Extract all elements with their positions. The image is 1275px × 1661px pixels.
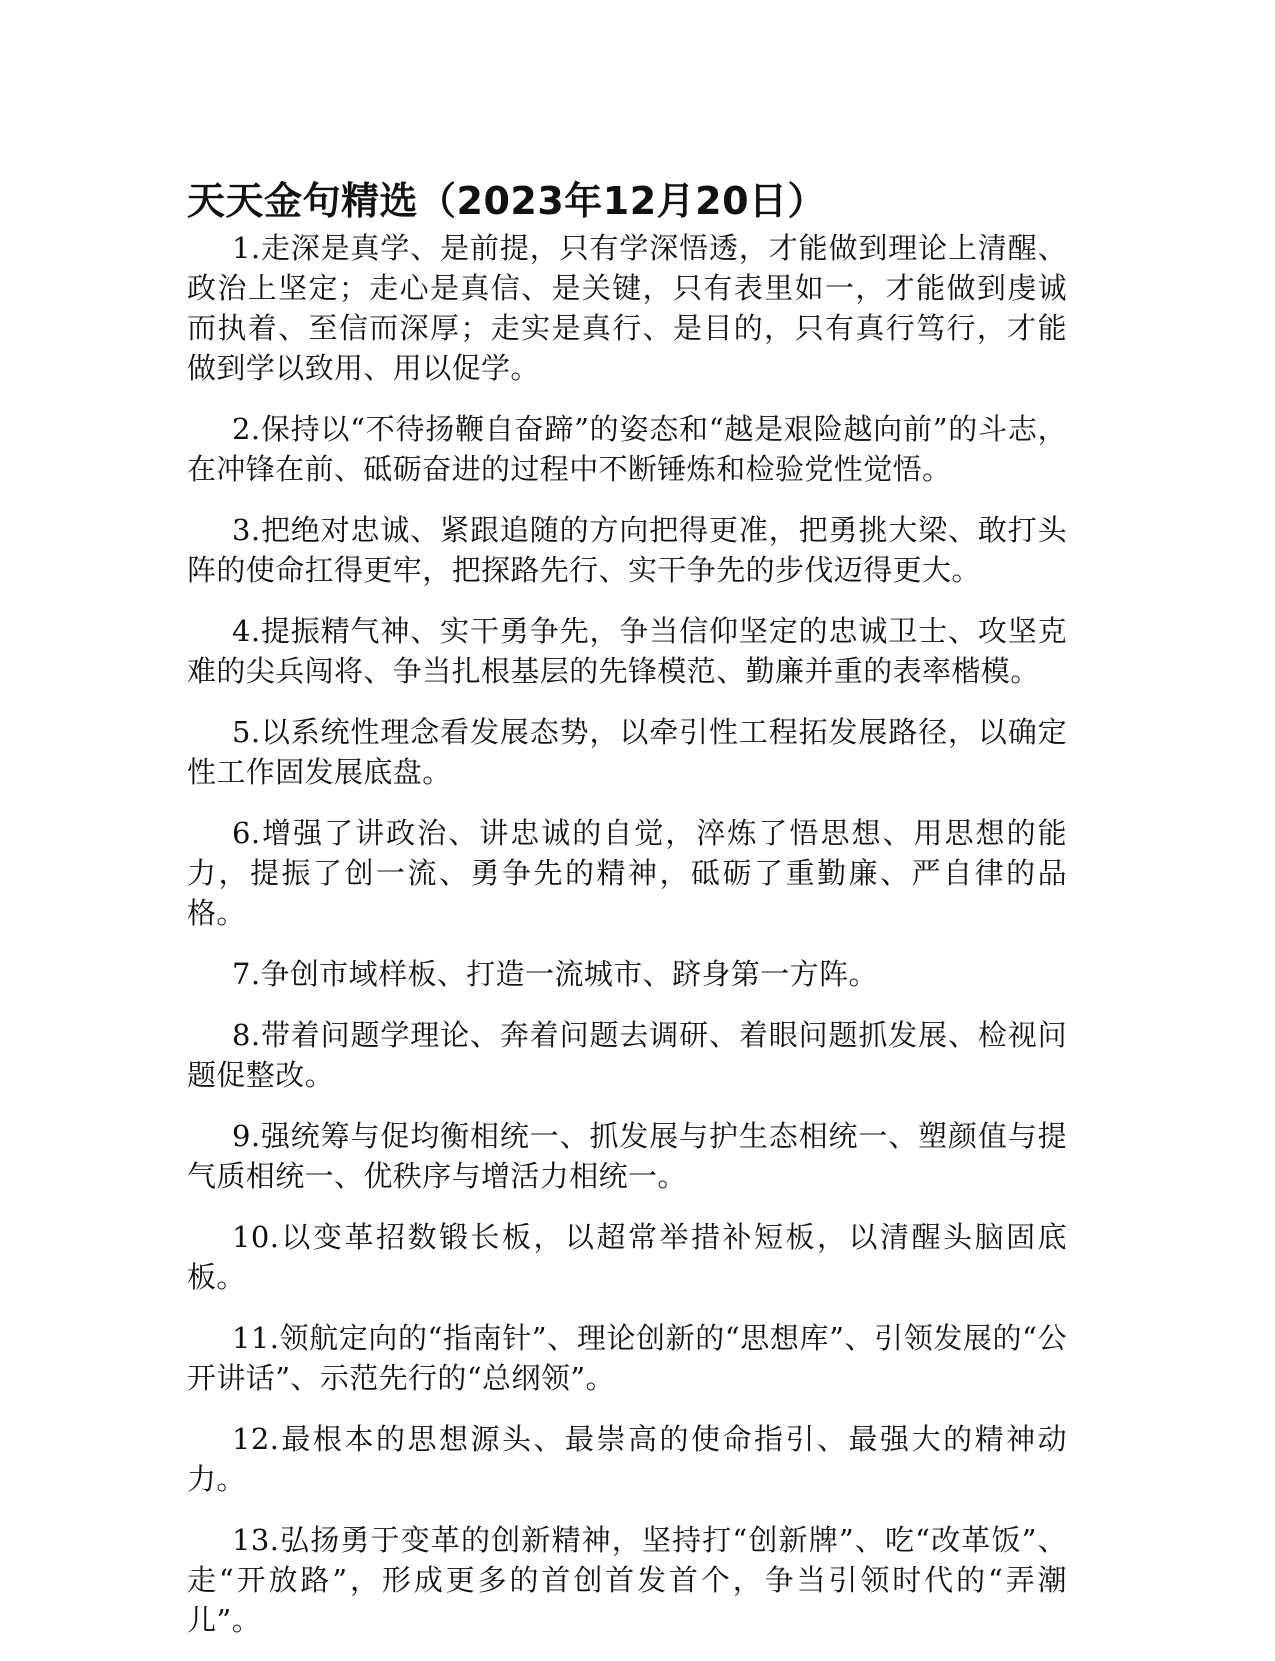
quote-item: 12.最根本的思想源头、最崇高的使命指引、最强大的精神动力。 bbox=[187, 1422, 1067, 1496]
quote-item: 2.保持以“不待扬鞭自奋蹄”的姿态和“越是艰险越向前”的斗志，在冲锋在前、砥砺奋进的过程中不断锤炼和检验党性觉悟。 bbox=[187, 412, 1067, 486]
quote-item: 7.争创市域样板、打造一流城市、跻身第一方阵。 bbox=[232, 957, 878, 991]
quote-item: 6.增强了讲政治、讲忠诚的自觉，淬炼了悟思想、用思想的能力，提振了创一流、勇争先的精神，砥砺了重勤廉、严自律的品格。 bbox=[187, 816, 1067, 930]
quote-item: 4.提振精气神、实干勇争先，争当信仰坚定的忠诚卫士、攻坚克难的尖兵闯将、争当扎根基层的先锋模范、勤廉并重的表率楷模。 bbox=[187, 614, 1067, 688]
quote-item: 9.强统筹与促均衡相统一、抓发展与护生态相统一、塑颜值与提气质相统一、优秩序与增活力相统一。 bbox=[187, 1119, 1067, 1193]
quote-list bbox=[187, 228, 1067, 1661]
quote-item: 10.以变革招数锻长板，以超常举措补短板，以清醒头脑固底板。 bbox=[187, 1220, 1067, 1294]
quote-item: 5.以系统性理念看发展态势，以牵引性工程拓发展路径，以确定性工作固发展底盘。 bbox=[187, 715, 1067, 789]
quote-item: 1.走深是真学、是前提，只有学深悟透，才能做到理论上清醒、政治上坚定；走心是真信、是关键，只有表里如一，才能做到虔诚而执着、至信而深厚；走实是真行、是目的，只有真行笃行，才能做到学以致用、用以促学。 bbox=[187, 231, 1067, 385]
document-title: 天天金句精选（2023年12月20日） bbox=[187, 179, 827, 224]
quote-item: 13.弘扬勇于变革的创新精神，坚持打“创新牌”、吃“改革饭”、走“开放路”，形成更多的首创首发首个，争当引领时代的“弄潮儿”。 bbox=[187, 1523, 1067, 1637]
quote-item: 8.带着问题学理论、奔着问题去调研、着眼问题抓发展、检视问题促整改。 bbox=[187, 1018, 1067, 1092]
quote-item: 3.把绝对忠诚、紧跟追随的方向把得更准，把勇挑大梁、敢打头阵的使命扛得更牢，把探路先行、实干争先的步伐迈得更大。 bbox=[187, 513, 1067, 587]
quote-item: 11.领航定向的“指南针”、理论创新的“思想库”、引领发展的“公开讲话”、示范先行的“总纲领”。 bbox=[187, 1321, 1067, 1395]
